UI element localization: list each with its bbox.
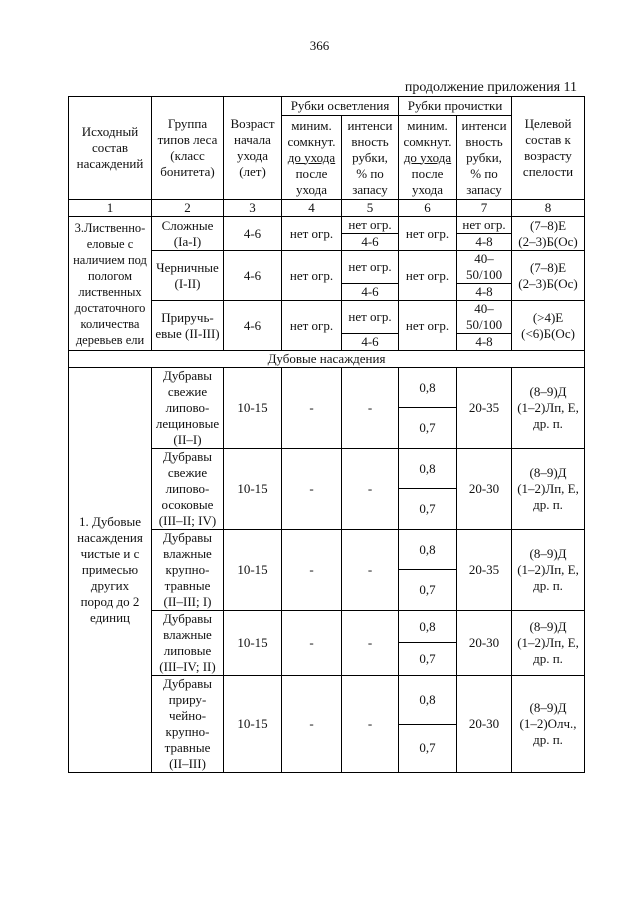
light-intensity-cell: 4-6 [342, 234, 399, 251]
column-number: 5 [342, 200, 399, 217]
forest-care-table [68, 96, 585, 773]
start-age-cell: 10-15 [224, 530, 282, 611]
forest-group-cell: Дубравы свежие липово- лещиновые (II–I) [152, 368, 224, 449]
clean-min-closure-cell: 0,8 [399, 611, 457, 643]
light-min-closure-cell: - [282, 611, 342, 676]
clean-intensity-cell: 20-35 [457, 530, 512, 611]
forest-group-cell: Дубравы свежие липово- осоковые (III–II; IV) [152, 449, 224, 530]
light-intensity-cell: - [342, 368, 399, 449]
light-intensity-cell: 4-6 [342, 334, 399, 351]
light-min-closure-cell: нет огр. [282, 217, 342, 251]
start-age-cell: 4-6 [224, 217, 282, 251]
table-row [69, 368, 585, 408]
target-composition-cell: (8–9)Д (1–2)Лп, Е, др. п. [512, 368, 585, 449]
min-closure-line5: ухода [412, 181, 444, 197]
column-number: 8 [512, 200, 585, 217]
clean-min-closure-cell: 0,7 [399, 489, 457, 530]
start-age-cell: 4-6 [224, 251, 282, 301]
header-light-min-closure [282, 116, 342, 200]
header-cleaning-cutting: Рубки прочистки [399, 97, 512, 116]
table-row [69, 217, 585, 234]
clean-min-closure-cell: 0,8 [399, 449, 457, 489]
start-age-cell: 10-15 [224, 449, 282, 530]
forest-group-cell: Приручь- евые (II-III) [152, 301, 224, 351]
clean-intensity-cell: 4-8 [457, 334, 512, 351]
target-composition-cell: (8–9)Д (1–2)Олч., др. п. [512, 676, 585, 773]
oak-section-title: Дубовые насаждения [69, 351, 585, 368]
column-number-row [69, 200, 585, 217]
header-light-cutting: Рубки осветления [282, 97, 399, 116]
min-closure-line1: миним. [291, 117, 332, 133]
header-clean-intensity: интенси вность рубки, % по запасу [457, 116, 512, 200]
start-age-cell: 10-15 [224, 368, 282, 449]
clean-min-closure-cell: 0,7 [399, 570, 457, 611]
clean-min-closure-cell: 0,8 [399, 676, 457, 725]
clean-intensity-cell: 4-8 [457, 284, 512, 301]
min-closure-line3: до ухода [287, 149, 336, 165]
clean-intensity-cell: 20-30 [457, 611, 512, 676]
start-age-cell: 4-6 [224, 301, 282, 351]
clean-min-closure-cell: 0,7 [399, 408, 457, 449]
target-composition-cell: (8–9)Д (1–2)Лп, Е, др. п. [512, 611, 585, 676]
header-target-composition: Целевой состав к возрасту спелости [512, 97, 585, 200]
target-composition-cell: (8–9)Д (1–2)Лп, Е, др. п. [512, 449, 585, 530]
light-intensity-cell: нет огр. [342, 217, 399, 234]
light-min-closure-cell: - [282, 368, 342, 449]
column-number: 2 [152, 200, 224, 217]
clean-intensity-cell: 4-8 [457, 234, 512, 251]
forest-group-cell: Дубравы влажные липовые (III–IV; II) [152, 611, 224, 676]
clean-intensity-cell: 40– 50/100 [457, 251, 512, 284]
header-row-groups [69, 97, 585, 116]
column-number: 4 [282, 200, 342, 217]
start-age-cell: 10-15 [224, 611, 282, 676]
light-intensity-cell: 4-6 [342, 284, 399, 301]
min-closure-line2: сомкнут. [287, 133, 336, 149]
forest-group-cell: Черничные (I-II) [152, 251, 224, 301]
clean-min-closure-cell: 0,7 [399, 643, 457, 676]
min-closure-line4: после [295, 165, 328, 181]
light-min-closure-cell: - [282, 530, 342, 611]
min-closure-line5: ухода [295, 181, 327, 197]
header-start-age: Возраст начала ухода (лет) [224, 97, 282, 200]
forest-group-cell: Сложные (Ia-I) [152, 217, 224, 251]
min-closure-line4: после [411, 165, 444, 181]
target-composition-cell: (>4)Е (<6)Б(Ос) [512, 301, 585, 351]
light-intensity-cell: нет огр. [342, 301, 399, 334]
header-clean-min-closure [399, 116, 457, 200]
block3-composition: 3.Лиственно- еловые с наличием под пологом лиственных достаточного количества деревьев ели [69, 217, 152, 351]
clean-min-closure-cell: 0,7 [399, 724, 457, 773]
clean-min-closure-cell: нет огр. [399, 301, 457, 351]
light-intensity-cell: - [342, 530, 399, 611]
clean-intensity-cell: 20-30 [457, 449, 512, 530]
min-closure-line2: сомкнут. [403, 133, 452, 149]
clean-min-closure-cell: нет огр. [399, 217, 457, 251]
min-closure-line1: миним. [407, 117, 448, 133]
start-age-cell: 10-15 [224, 676, 282, 773]
target-composition-cell: (7–8)Е (2–3)Б(Ос) [512, 217, 585, 251]
light-min-closure-cell: нет огр. [282, 301, 342, 351]
forest-group-cell: Дубравы влажные крупно- травные (II–III; I) [152, 530, 224, 611]
oak-composition: 1. Дубовые насаждения чистые и с примесью других пород до 2 единиц [69, 368, 152, 773]
continuation-caption: продолжение приложения 11 [404, 80, 577, 95]
clean-min-closure-cell: 0,8 [399, 530, 457, 570]
target-composition-cell: (7–8)Е (2–3)Б(Ос) [512, 251, 585, 301]
clean-intensity-cell: 20-35 [457, 368, 512, 449]
column-number: 1 [69, 200, 152, 217]
light-intensity-cell: нет огр. [342, 251, 399, 284]
column-number: 7 [457, 200, 512, 217]
clean-intensity-cell: нет огр. [457, 217, 512, 234]
clean-min-closure-cell: 0,8 [399, 368, 457, 408]
target-composition-cell: (8–9)Д (1–2)Лп, Е, др. п. [512, 530, 585, 611]
column-number: 6 [399, 200, 457, 217]
clean-intensity-cell: 40– 50/100 [457, 301, 512, 334]
header-forest-type-group: Группа типов леса (класс бонитета) [152, 97, 224, 200]
header-light-intensity: интенси вность рубки, % по запасу [342, 116, 399, 200]
section-title-row [69, 351, 585, 368]
light-intensity-cell: - [342, 676, 399, 773]
page-number: 366 [309, 38, 330, 53]
light-intensity-cell: - [342, 611, 399, 676]
header-initial-composition: Исходный состав насаждений [69, 97, 152, 200]
forest-group-cell: Дубравы приру- чейно- крупно- травные (II–III) [152, 676, 224, 773]
clean-intensity-cell: 20-30 [457, 676, 512, 773]
clean-min-closure-cell: нет огр. [399, 251, 457, 301]
light-min-closure-cell: - [282, 449, 342, 530]
light-intensity-cell: - [342, 449, 399, 530]
light-min-closure-cell: нет огр. [282, 251, 342, 301]
min-closure-line3: до ухода [403, 149, 452, 165]
column-number: 3 [224, 200, 282, 217]
light-min-closure-cell: - [282, 676, 342, 773]
